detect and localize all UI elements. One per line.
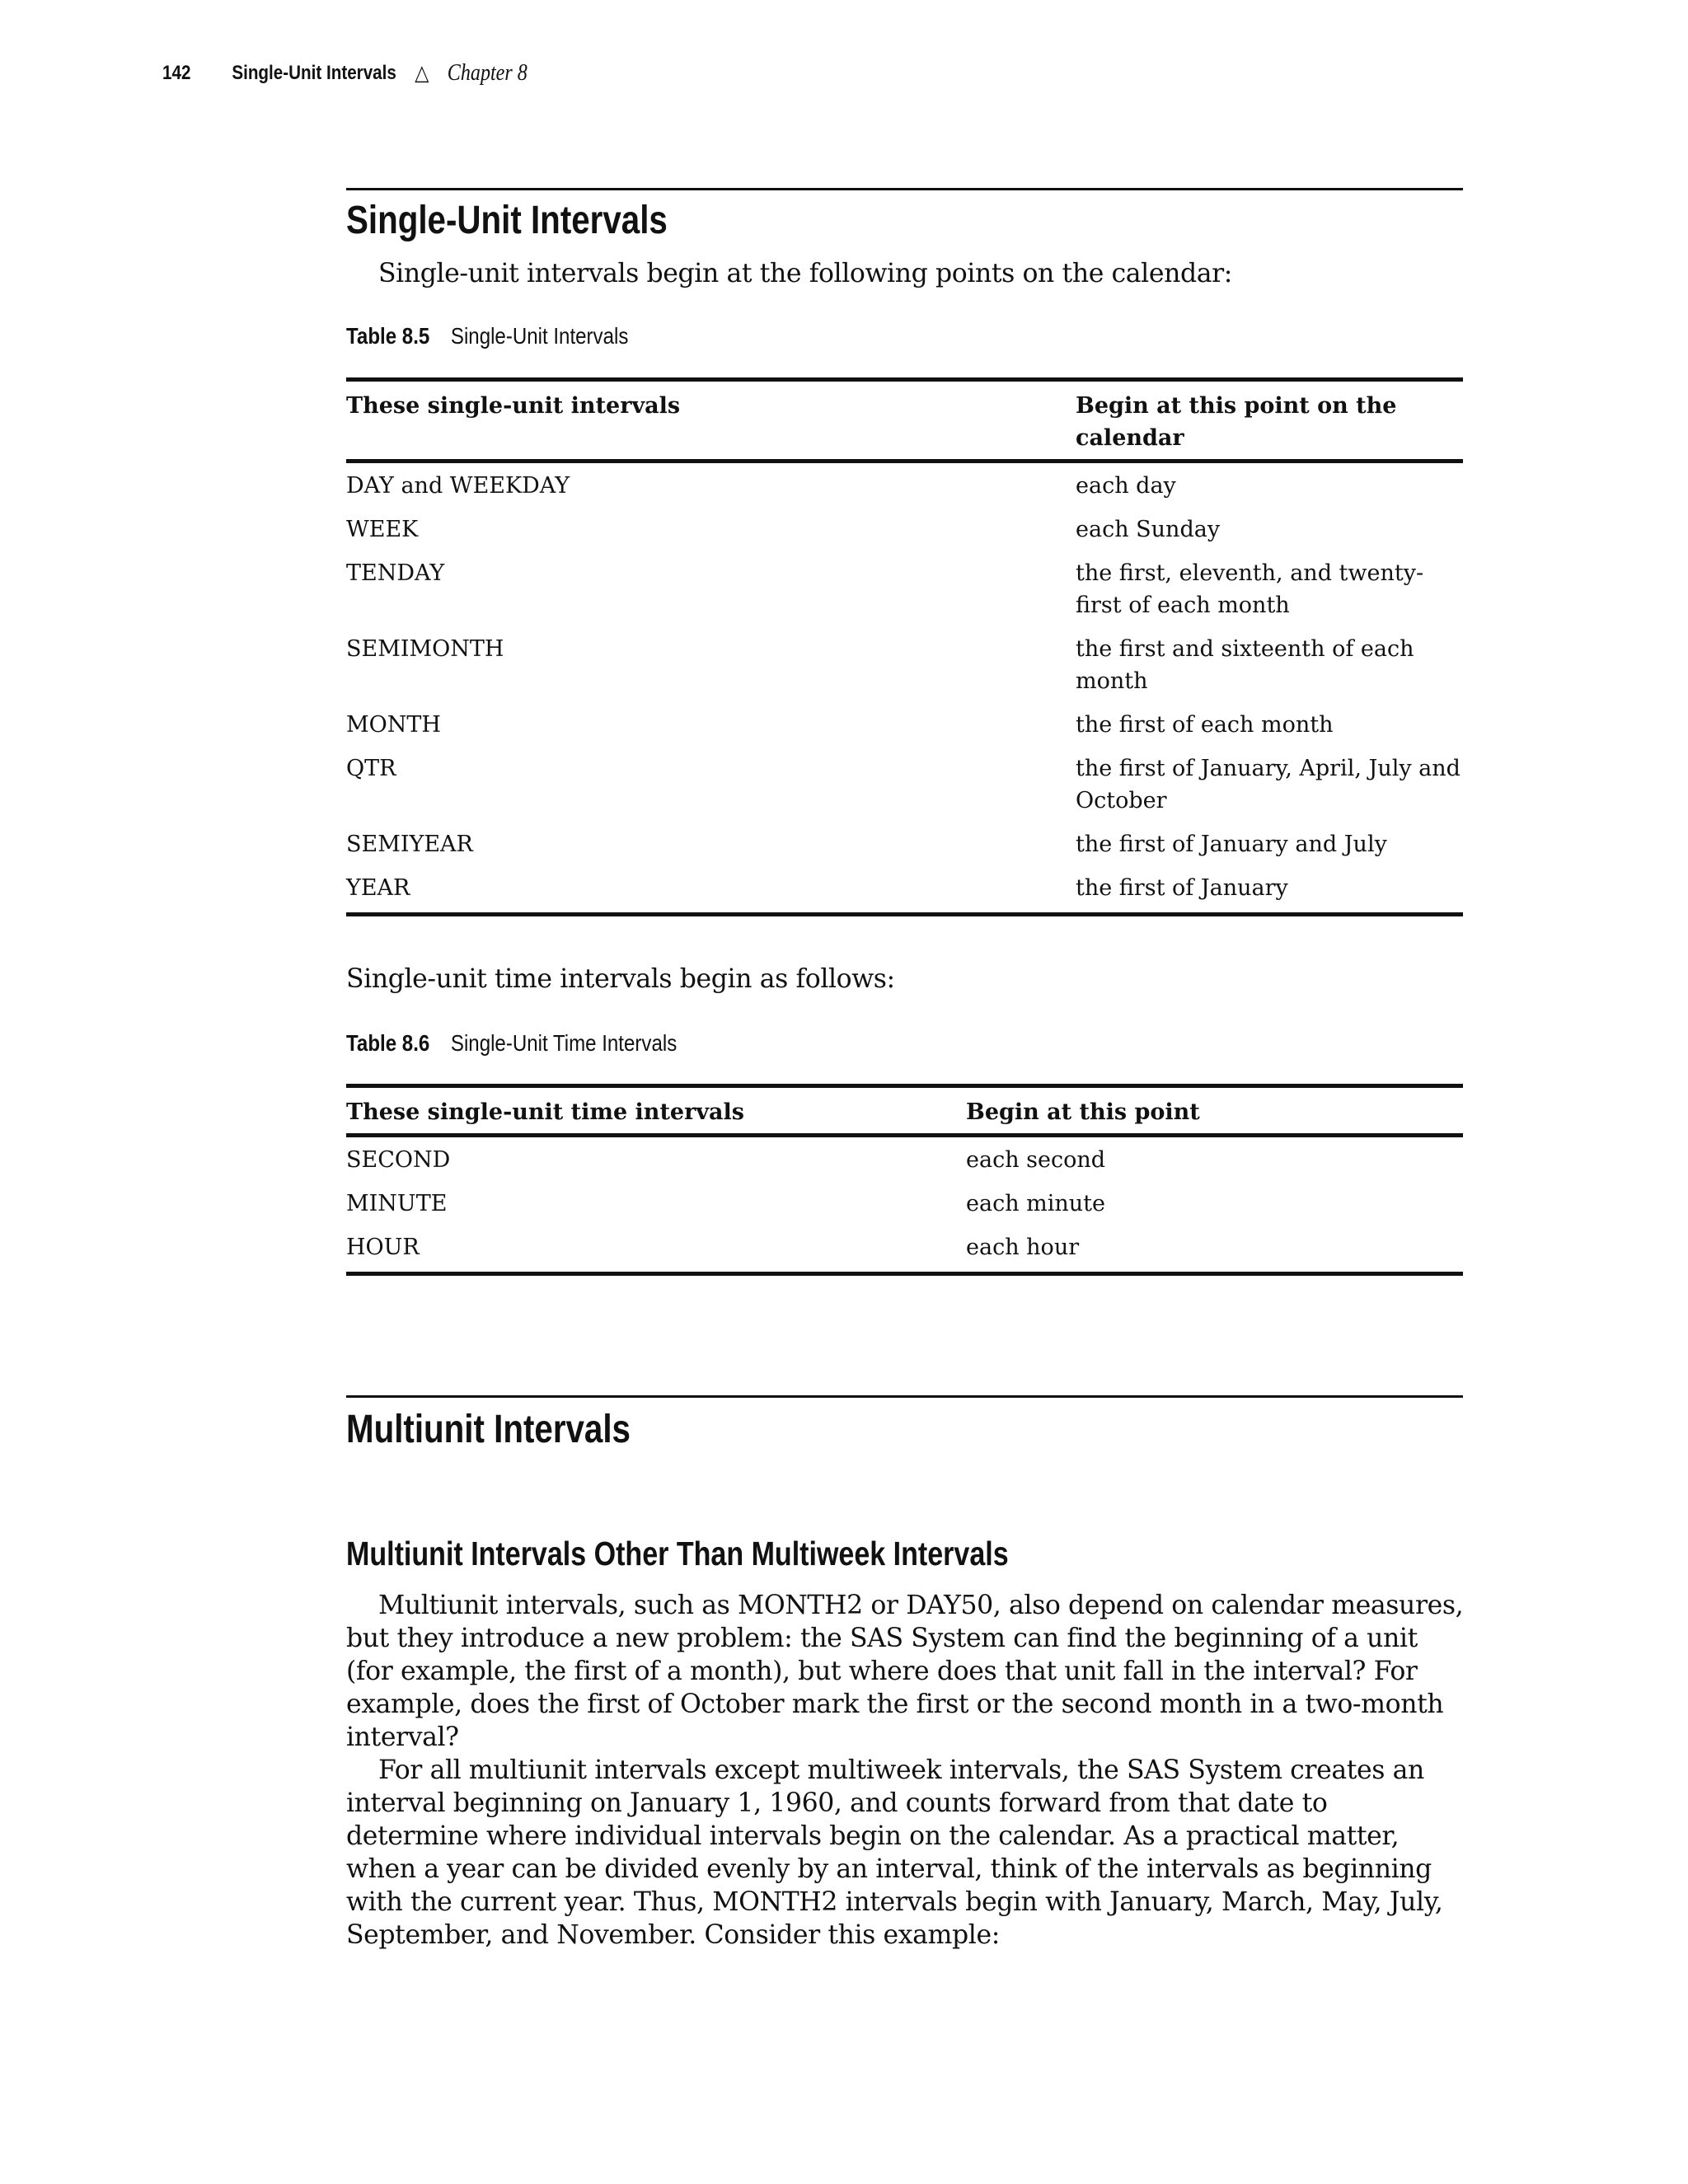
table-cell: the first of each month [1076, 712, 1334, 738]
table-cell: the first of January and July [1076, 832, 1387, 857]
table-row [346, 554, 1463, 630]
section-intro [346, 257, 1467, 290]
table-cell: MINUTE [346, 1191, 448, 1216]
table-cell: each minute [966, 1191, 1106, 1216]
table-cell: DAY and WEEKDAY [346, 473, 570, 499]
table-cell: each Sunday [1076, 517, 1221, 542]
table-row [346, 869, 1463, 915]
section-heading: Single-Unit Intervals [346, 199, 668, 242]
table-row [346, 825, 1463, 869]
table-title: Single-Unit Time Intervals [450, 1030, 678, 1056]
table-cell: YEAR [346, 875, 410, 901]
table-cell: each second [966, 1147, 1106, 1173]
table-cell: the first, eleventh, and twenty-first of each month [1076, 560, 1424, 618]
table-row [346, 462, 1463, 511]
triangle-icon: △ [415, 61, 429, 86]
paragraph: For all multiunit intervals except multiweek intervals, the SAS System creates an interval beginning on January 1, 1960, and counts forward from that date to determine where individual intervals begin on the calendar. As a practical matter, when a year can be divided evenly by an interval, think of the intervals as beginning with the current year. Thus, MONTH2 intervals begin with January, March, May, July, September, and November. Consider this example: [346, 1755, 1443, 1950]
table-cell: WEEK [346, 517, 419, 542]
column-header: Begin at this point [966, 1099, 1200, 1125]
table-row [346, 1136, 1463, 1185]
subsection-heading: Multiunit Intervals Other Than Multiweek Intervals [346, 1535, 1009, 1572]
table-row [346, 1228, 1463, 1274]
table-cell: each day [1076, 473, 1176, 499]
table-cell: the first of January, April, July and October [1076, 756, 1461, 813]
section-heading: Multiunit Intervals [346, 1408, 631, 1451]
table-row [346, 705, 1463, 749]
column-header: These single-unit time intervals [346, 1099, 744, 1125]
single-unit-time-intervals-table [346, 1084, 1463, 1276]
column-header: These single-unit intervals [346, 393, 681, 419]
single-unit-intervals-table [346, 377, 1463, 916]
paragraph: Multiunit intervals, such as MONTH2 or DAY50, also depend on calendar measures, but they introduce a new problem: the SAS System can find the beginning of a unit (for example, the first of a month), but where does that unit fall in the interval? For example, does the first of October mark the first or the second month in a two-month interval? [346, 1591, 1464, 1752]
table-number: Table 8.5 [346, 323, 430, 349]
table-cell: HOUR [346, 1235, 420, 1260]
table-cell: QTR [346, 756, 396, 781]
table-row [346, 510, 1463, 554]
body-text [346, 1589, 1467, 1952]
table-row [346, 749, 1463, 825]
running-header [162, 60, 528, 87]
table-title: Single-Unit Intervals [450, 323, 629, 349]
table-cell: the first of January [1076, 875, 1288, 901]
table-row [346, 1184, 1463, 1228]
table-header-row [346, 380, 1463, 462]
table-cell: each hour [966, 1235, 1080, 1260]
column-header: Begin at this point on the calendar [1076, 393, 1397, 451]
running-chapter-title: Chapter 8 [447, 60, 528, 86]
table-cell: TENDAY [346, 560, 445, 586]
table-number: Table 8.6 [346, 1030, 430, 1056]
table-caption [346, 323, 628, 349]
table-cell: SEMIYEAR [346, 832, 473, 857]
page-number: 142 [162, 62, 191, 84]
table-caption [346, 1030, 677, 1057]
table-cell: SECOND [346, 1147, 451, 1173]
section-rule [346, 188, 1463, 190]
running-section-title: Single-Unit Intervals [232, 62, 396, 84]
between-tables-text [346, 963, 1467, 996]
section-rule [346, 1395, 1463, 1398]
table-row [346, 630, 1463, 705]
table-cell: SEMIMONTH [346, 636, 504, 662]
table-cell: MONTH [346, 712, 441, 738]
paragraph: Single-unit intervals begin at the following points on the calendar: [378, 259, 1233, 288]
paragraph: Single-unit time intervals begin as follows: [346, 964, 895, 994]
table-header-row [346, 1086, 1463, 1136]
table-cell: the first and sixteenth of each month [1076, 636, 1414, 694]
